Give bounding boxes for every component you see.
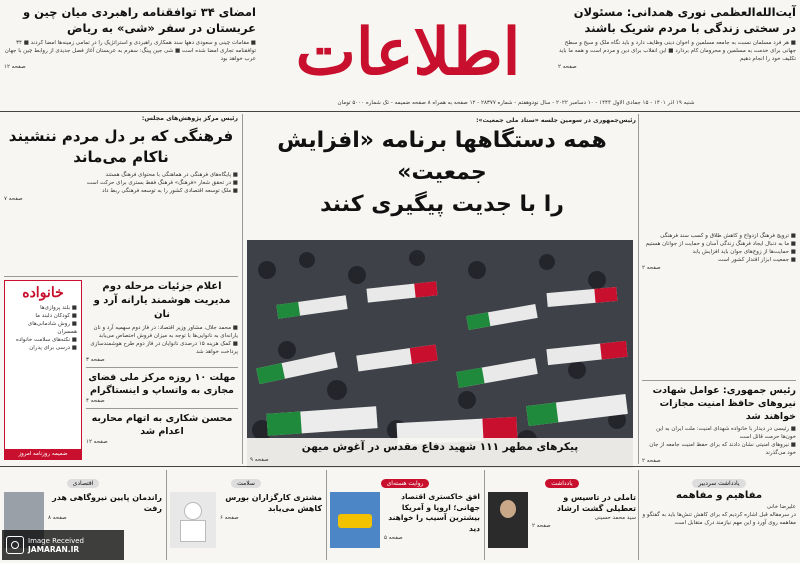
bread-headline[interactable]: اعلام جزئیات مرحله دوم مدیریت هوشمند یارانه آرد و نان: [93, 281, 231, 320]
bread-body-2: ■ کمک هزینه ۱۵ درصدی نانوایان در فاز دوم طرح هوشمندسازی پرداخت خواهد شد: [90, 341, 238, 355]
b4-tag: سلامت: [231, 479, 261, 488]
b2-portrait: [488, 492, 528, 548]
b3-headline[interactable]: افق خاکستری اقتصاد جهانی؛ اروپا و آمریکا بیشترین آسیب را خواهند دید: [388, 492, 480, 533]
family-item-1: ■ کودکان دلبند ما: [35, 313, 77, 319]
b4-page-ref: صفحه ۶: [220, 515, 239, 521]
b5-tag: اقتصادی: [67, 479, 100, 488]
left-item-0: ■ پایگاه‌های فرهنگی در هماهنگی با محتوای فرهنگ هستند: [105, 172, 238, 178]
photo-caption[interactable]: پیکرهای مطهر ۱۱۱ شهید دفاع مقدس در آغوش میهن: [301, 441, 579, 453]
family-logo: خانواده: [22, 285, 64, 301]
family-supplement[interactable]: [4, 280, 82, 460]
family-item-4: ■ درسی برای پدران: [29, 345, 77, 351]
bottom-story-2[interactable]: [488, 470, 636, 548]
b4-headline[interactable]: مشتری کارگزاران بورس کاهش می‌یابد: [225, 493, 322, 513]
family-item-3: ■ نکته‌های سلامت خانواده: [15, 337, 77, 343]
family-item-0: ■ بلند پروازی‌ها: [40, 305, 77, 311]
b3-image: [330, 492, 380, 548]
right-page-ref: صفحه ۲: [642, 265, 661, 271]
right-item-1: ■ ما به دنبال ایجاد فرهنگ زندگی آسان و حمایت از جوانان هستیم: [645, 241, 796, 247]
masthead-title: اطلاعات: [295, 14, 521, 90]
watermark: [2, 530, 124, 560]
b3-page-ref: صفحه ۵: [384, 535, 403, 541]
top-left-body: ■ مقامات چینی و سعودی دهها سند همکاری راهبردی و استراتژیک را در تمامی زمینه‌ها امضا کردند ■ ۳۴ توافقنامه تجاری امضا شده است ■ شی جین پینگ: سفرم به عربستان آغاز فصل جدیدی از روابط چین با جهان عرب خواهد بود: [4, 40, 256, 62]
b3-tag: روایت هسته‌ای: [381, 479, 430, 488]
main-headline-1[interactable]: همه دستگاهها برنامه «افزایش جمعیت»: [277, 128, 607, 185]
camera-icon: [6, 536, 24, 554]
bread-body-1: ■ محمد جلال، مشاور وزیر اقتصاد: در فاز دوم سهمیه آرد و نان یارانه‌ای به نانوایی‌ها با توجه به میزان فروش اختصاص می‌یابد: [93, 325, 238, 339]
editor-opinion[interactable]: [642, 470, 796, 527]
top-left-page-ref: صفحه ۱۲: [4, 64, 26, 70]
main-photo[interactable]: [247, 240, 633, 468]
photo-page-ref: صفحه ۹: [250, 457, 269, 463]
b4-image: [170, 492, 216, 548]
watermark-text-1: Image Received: [28, 536, 84, 545]
main-story[interactable]: [248, 116, 636, 221]
family-label: ضمیمه روزنامه امروز: [5, 449, 81, 459]
cyberspace-page-ref: صفحه ۴: [86, 398, 105, 404]
bread-page-ref: صفحه ۳: [86, 357, 105, 363]
b5-page-ref: صفحه ۸: [48, 515, 67, 521]
right-item2-1: ■ نیروهای امنیتی نشان دادند که برای حفظ امنیت جامعه از جان خود می‌گذرند: [649, 442, 796, 456]
b2-headline[interactable]: تاملی در تاسیس و تعطیلی گشت ارشاد: [556, 493, 636, 513]
b5-headline[interactable]: راندمان پایین نیروگاهی هدر رفت: [52, 493, 162, 513]
main-kicker: رئیس‌جمهوری در سومین جلسه «ستاد ملی جمعیت»:: [476, 117, 636, 124]
opinion-tag: یادداشت سردبیر: [692, 479, 745, 488]
opinion-byline: علیرضا خانی: [766, 504, 796, 510]
right-headline-2[interactable]: رئیس جمهوری: عوامل شهادت نیروهای حافظ امنیت مجازات خواهند شد: [652, 385, 796, 422]
opinion-body: در سرمقاله قبل اشاره کردیم که برای کاهش تنش‌ها باید به گفتگو و مفاهمه روی آورد و این مهم نیازمند درک متقابل است: [642, 512, 796, 526]
top-right-headline[interactable]: آیت‌الله‌العظمی نوری همدانی: مسئولان در سختی زندگی با مردم شریک باشند: [573, 5, 796, 35]
b2-page-ref: صفحه ۲: [532, 523, 551, 529]
right-page-ref-2: صفحه ۲: [642, 458, 661, 464]
left-item-1: ■ در تحقق شعار «فرهنگ» فرهنگ فقط بستری برای حرکت است: [86, 180, 238, 186]
top-left-story[interactable]: [4, 4, 256, 71]
bottom-story-4[interactable]: [170, 470, 322, 548]
right-story-2[interactable]: [642, 384, 796, 465]
right-column: [642, 232, 796, 272]
left-item-2: ■ ملک توسعه اقتصادی کشور را به توسعه فرهنگی ربط داد: [102, 188, 238, 194]
top-right-body: ■ هر فرد مسلمان نسبت به جامعه مسلمین و اخوان دینی وظایف دارد و باید نگاه ملک و سیح و سطح جهانی برای خدمت به مسلمین و محرومان کام بردارد ■ این انقلاب برای دین و مردم است و همه ما باید تکلیف خود را انجام دهیم: [558, 40, 796, 62]
execution-headline[interactable]: محسن شکاری به اتهام محاربه اعدام شد: [91, 413, 233, 437]
family-item-2: ■ روش شادمانی‌های همسران: [27, 321, 77, 335]
bottom-story-3[interactable]: [330, 470, 480, 548]
middle-left-stack: [86, 280, 238, 446]
cyberspace-headline[interactable]: مهلت ۱۰ روزه مرکز ملی فضای مجازی به واتساپ و اینستاگرام: [88, 372, 236, 396]
crowd-photo-illustration: [247, 240, 633, 468]
opinion-headline[interactable]: مفاهیم و مفاهمه: [675, 490, 763, 501]
watermark-text-2: JAMARAN.IR: [28, 544, 80, 554]
top-left-headline[interactable]: امضای ۳۴ توافقنامه راهبردی میان چین و عربستان در سفر «شی» به ریاض: [23, 5, 256, 35]
b2-tag: یادداشت: [545, 479, 578, 488]
right-item-2: ■ حمایت‌ها از زوج‌های جوان باید افزایش یابد: [692, 249, 796, 255]
right-item-3: ■ جمعیت ابزار اقتدار کشور است: [718, 257, 796, 263]
right-item-0: ■ ترویج فرهنگ ازدواج و کاهش طلاق و کسب سند فرهنگی: [660, 233, 796, 239]
right-item2-0: ■ رئیسی در دیدار با خانواده شهدای امنیت: ملت ایران به این خون‌ها حرمت قائل است: [656, 426, 796, 440]
execution-page-ref: صفحه ۱۲: [86, 439, 108, 445]
left-story[interactable]: [4, 114, 238, 203]
b2-byline: سید محمد حسینی: [594, 515, 636, 521]
left-page-ref: صفحه ۷: [4, 196, 23, 202]
top-right-story[interactable]: [558, 4, 796, 71]
left-kicker: رئیس مرکز پژوهش‌های مجلس:: [141, 115, 238, 122]
main-headline-2[interactable]: را با جدیت پیگیری کنند: [320, 192, 564, 217]
left-headline[interactable]: فرهنگی که بر دل مردم ننشیند ناکام می‌ماند: [8, 127, 234, 166]
top-right-page-ref: صفحه ۲: [558, 64, 577, 70]
dateline: شنبه ۱۹ آذر ۱۴۰۱ - ۱۵ جمادی الاول ۱۴۴۴ - ۱۰ دسامبر ۲۰۲۲ - سال نودوهفتم - شماره ۲۸۳۷۷ - ۱۲ صفحه به همراه ۸ صفحه ضمیمه - تک شماره ۵۰۰۰ تومان: [337, 100, 695, 106]
masthead-logo: [262, 2, 554, 102]
